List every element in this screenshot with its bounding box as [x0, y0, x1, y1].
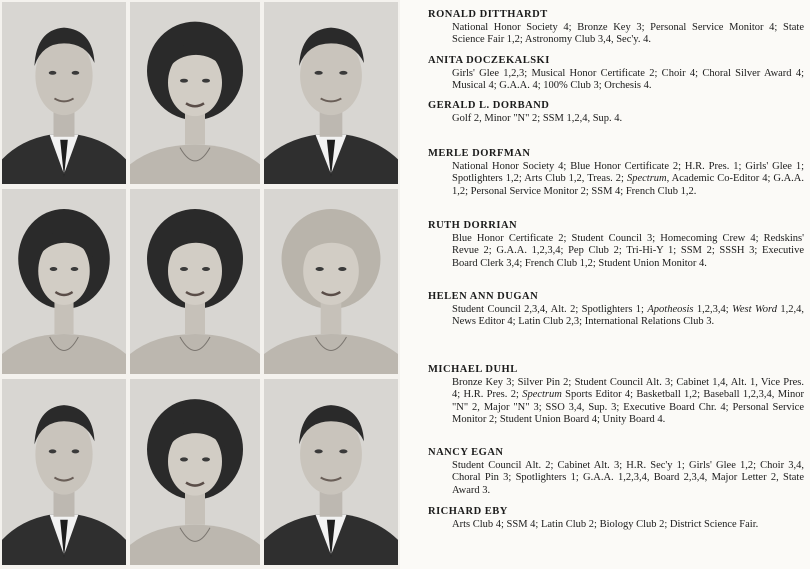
- entry: [428, 364, 804, 427]
- entry: [428, 148, 804, 198]
- student-activities: Arts Club 4; SSM 4; Latin Club 2; Biology Club 2; District Science Fair.: [452, 519, 759, 530]
- student-name: RONALD DITTHARDT: [428, 9, 548, 20]
- student-activities: National Honor Society 4; Blue Honor Certificate 2; H.R. Pres. 1; Girls' Glee 1; Spotlighters 1,2; Arts Club 1,2, Treas. 2; Spectrum, Academic Co-Editor 4; G.A.A. 1,2; Personal Service Monitor 2; SSM 4; French Club 1,2.: [452, 161, 804, 197]
- student-portrait: [2, 189, 126, 374]
- student-portrait: [130, 2, 260, 184]
- student-name: MICHAEL DUHL: [428, 364, 518, 375]
- entry: [428, 447, 804, 497]
- student-portrait: [264, 2, 398, 184]
- student-activities: Golf 2, Minor "N" 2; SSM 1,2,4, Sup. 4.: [452, 113, 623, 124]
- student-name: HELEN ANN DUGAN: [428, 291, 539, 302]
- student-name: RICHARD EBY: [428, 506, 508, 517]
- entry: [428, 291, 804, 329]
- student-portrait: [2, 379, 126, 565]
- student-activities: Blue Honor Certificate 2; Student Council 3; Homecoming Crew 4; Redskins' Revue 2; G.A.A. 1,2,3,4; Pep Club 2; Tri-Hi-Y 1; SSM 2; SSSH 3; Executive Board Clerk 3,4; French Club 1,2; Student Union Monitor 4.: [452, 233, 804, 269]
- entry: [428, 220, 804, 270]
- portrait-grid: [0, 0, 400, 569]
- student-name: MERLE DORFMAN: [428, 148, 531, 159]
- student-activities: Student Council 2,3,4, Alt. 2; Spotlighters 1; Apotheosis 1,2,3,4; West Word 1,2,4, News Editor 4; Latin Club 2,3; International Relations Club 3.: [452, 304, 804, 328]
- student-name: NANCY EGAN: [428, 447, 504, 458]
- student-portrait: [130, 189, 260, 374]
- student-portrait: [264, 189, 398, 374]
- student-name: GERALD L. DORBAND: [428, 100, 550, 111]
- entry: [428, 55, 804, 93]
- entry: [428, 506, 804, 531]
- student-portrait: [2, 2, 126, 184]
- student-name: RUTH DORRIAN: [428, 220, 518, 231]
- student-entries: [428, 0, 804, 569]
- entry: [428, 100, 804, 125]
- student-activities: National Honor Society 4; Bronze Key 3; Personal Service Monitor 4; State Science Fair 1,2; Astronomy Club 3,4, Sec'y. 4.: [452, 22, 804, 46]
- student-portrait: [264, 379, 398, 565]
- student-portrait: [130, 379, 260, 565]
- student-activities: Student Council Alt. 2; Cabinet Alt. 3; H.R. Sec'y 1; Girls' Glee 1,2; Choir 3,4, Choral Pin 3; Spotlighters 1; G.A.A. 1,2,3,4, Board 2,3,4, Major Letter 2, State Award 3.: [452, 460, 804, 496]
- student-activities: Bronze Key 3; Silver Pin 2; Student Council Alt. 3; Cabinet 1,4, Alt. 1, Vice Pres. 4; H.R. Pres. 2; Spectrum Sports Editor 4; Basketball 1,2; Baseball 1,2,3,4, Minor "N" 2, Major "N" 3; SSO 3,4, Sup. 3; Executive Board Chr. 4; Personal Service Monitor 2; Student Union Board 4; Unity Board 4.: [452, 377, 804, 426]
- entry: [428, 9, 804, 47]
- student-activities: Girls' Glee 1,2,3; Musical Honor Certificate 2; Choir 4; Choral Silver Award 4; Musical 4; G.A.A. 4; 100% Club 3; Orchesis 4.: [452, 68, 804, 92]
- student-name: ANITA DOCZEKALSKI: [428, 55, 550, 66]
